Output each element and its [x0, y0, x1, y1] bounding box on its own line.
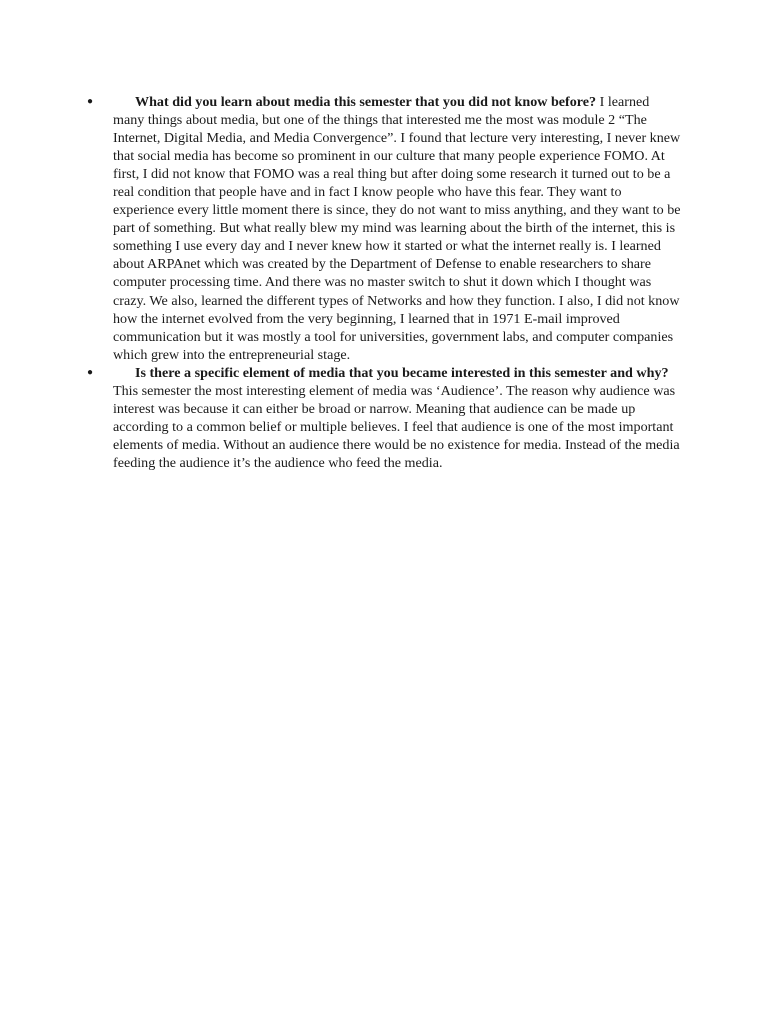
list-item — [84, 364, 684, 472]
question-text: Is there a specific element of media that you became interested in this semester and why? — [135, 364, 669, 381]
bullet-list — [84, 93, 684, 472]
bullet-point: ● — [87, 366, 94, 378]
list-item — [84, 93, 684, 364]
answer-text: This semester the most interesting element of media was ‘Audience’. The reason why audience was interest was because it can either be broad or narrow. Meaning that audience can be made up according to a common belief or multiple believes. I feel that audience is one of the most important elements of media. Without an audience there would be no existence for media. Instead of the media feeding the audience it’s the audience who feed the media. — [113, 382, 680, 471]
bullet-point: ● — [87, 96, 94, 107]
answer-text: I learned many things about media, but one of the things that interested me the most was module 2 “The Internet, Digital Media, and Media Convergence”. I found that lecture very interesting, I never knew that social media has become so prominent in our culture that many people experience FOMO. At first, I did not know that FOMO was a real thing but after doing some research it turned out to be a real condition that people have and in fact I know people who have this fear. They want to experience every little moment there is since, they do not want to miss anything, and they want to be part of something. But what really blew my mind was learning about the birth of the internet, this is something I use every day and I never knew how it started or what the internet really is. I learned about ARPAnet which was created by the Department of Defense to enable researchers to share computer processing time. And there was no master switch to shut it down which I thought was crazy. We also, learned the different types of Networks and how they function. I also, I did not know how the internet evolved from the very beginning, I learned that in 1971 E-mail improved communication but it was mostly a tool for universities, government labs, and computer companies which grew into the entrepreneurial stage. — [113, 94, 681, 363]
list-item-text — [113, 93, 684, 364]
question-text: What did you learn about media this semester that you did not know before? — [135, 94, 597, 110]
list-item-text — [113, 364, 684, 472]
